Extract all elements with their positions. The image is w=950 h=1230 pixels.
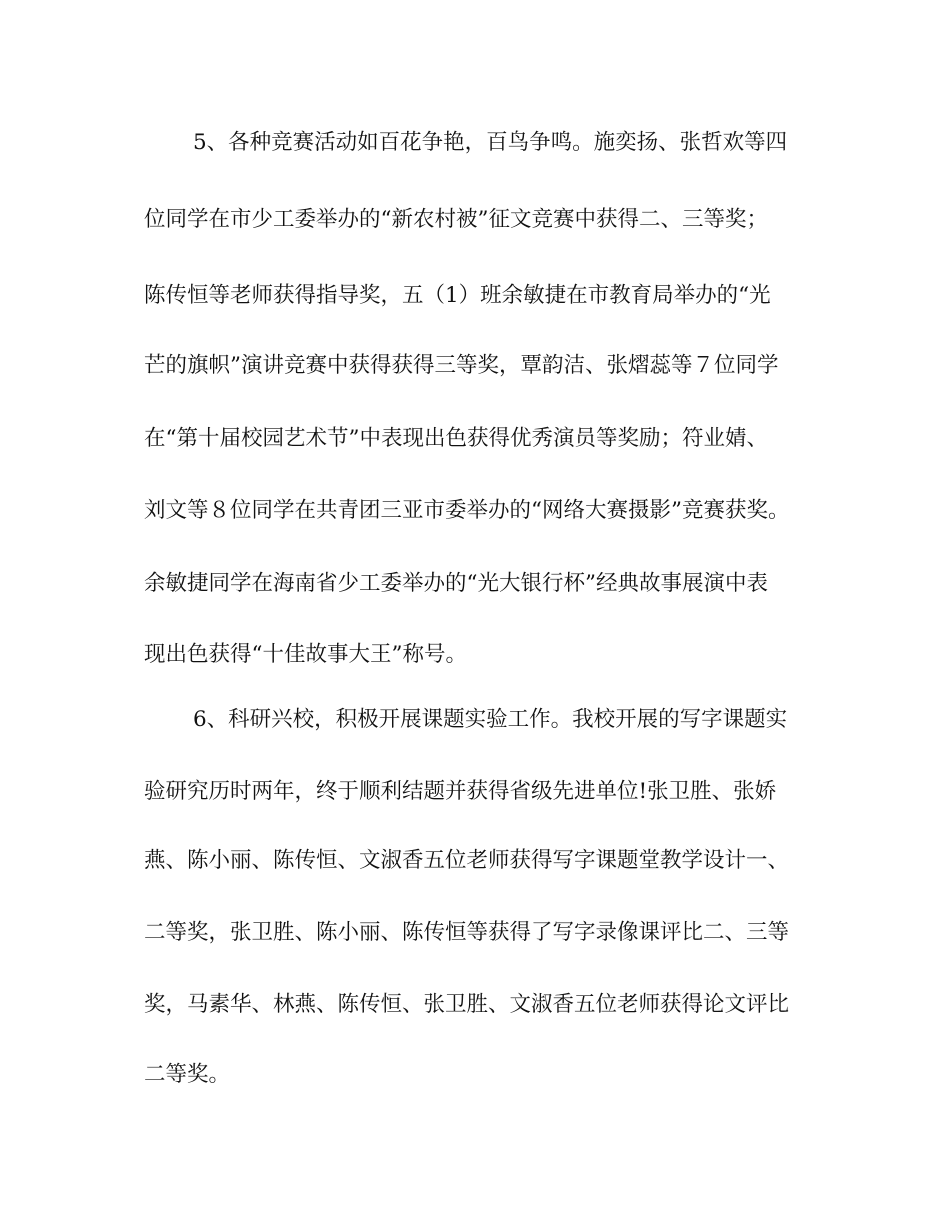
paragraph-6-line-3: 燕、陈小丽、陈传恒、文淑香五位老师获得写字课题堂教学设计一、 — [144, 848, 790, 873]
paragraph-6-line-5: 奖，马素华、林燕、陈传恒、张卫胜、文淑香五位老师获得论文评比 — [144, 992, 790, 1017]
paragraph-5-line-1: 5、各种竞赛活动如百花争艳，百鸟争鸣。施奕扬、张哲欢等四 — [193, 130, 788, 155]
paragraph-5-line-5: 在“第十届校园艺术节”中表现出色获得优秀演员等奖励；符业婧、 — [144, 426, 768, 451]
paragraph-5-line-7: 余敏捷同学在海南省少工委举办的“光大银行杯”经典故事展演中表 — [144, 571, 768, 596]
paragraph-5-line-8: 现出色获得“十佳故事大王”称号。 — [144, 642, 467, 667]
paragraph-5-line-4: 芒的旗帜”演讲竞赛中获得获得三等奖，覃韵洁、张熠蕊等７位同学 — [144, 353, 779, 378]
paragraph-6-line-6: 二等奖。 — [144, 1062, 231, 1087]
paragraph-6-line-1: 6、科研兴校，积极开展课题实验工作。我校开展的写字课题实 — [193, 707, 788, 732]
paragraph-5-line-3: 陈传恒等老师获得指导奖，五（1）班余敏捷在市教育局举办的“光 — [144, 283, 771, 308]
paragraph-5-line-6: 刘文等８位同学在共青团三亚市委举办的“网络大赛摄影”竞赛获奖。 — [144, 498, 790, 523]
paragraph-6-line-4: 二等奖，张卫胜、陈小丽、陈传恒等获得了写字录像课评比二、三等 — [144, 920, 790, 945]
paragraph-5-line-2: 位同学在市少工委举办的“新农村被”征文竞赛中获得二、三等奖； — [144, 207, 768, 232]
paragraph-6-line-2: 验研究历时两年，终于顺利结题并获得省级先进单位!张卫胜、张娇 — [144, 779, 777, 804]
